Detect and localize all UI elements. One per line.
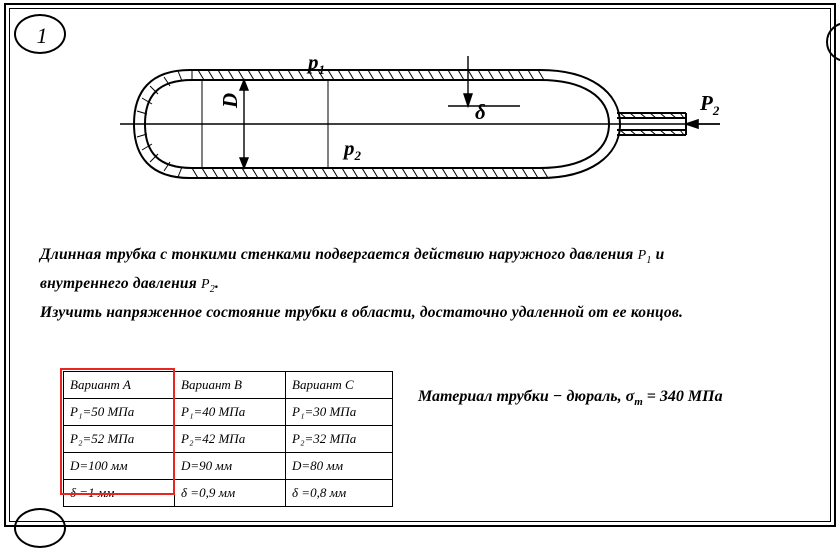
problem-line-2-text: внутреннего давления bbox=[40, 274, 197, 292]
table-header-a: Вариант A bbox=[64, 372, 175, 399]
problem-line-1-symbol: $P_1$ bbox=[637, 248, 652, 266]
cell-a-delta: δ =1 мм bbox=[64, 480, 175, 507]
table-row bbox=[64, 426, 393, 453]
slide-number-badge bbox=[14, 14, 66, 54]
table-header-b: Вариант B bbox=[175, 372, 286, 399]
material-note-text: Материал трубки − дюраль, bbox=[418, 388, 622, 405]
problem-line-1 bbox=[40, 243, 810, 272]
label-P2-outer-text: P bbox=[700, 91, 713, 115]
material-sigma-value: = 340 МПа bbox=[646, 388, 723, 405]
label-p1-text: p bbox=[308, 50, 319, 74]
table-row bbox=[64, 453, 393, 480]
problem-line-2-symbol: $P_2$ bbox=[201, 276, 215, 295]
label-diameter bbox=[218, 93, 243, 108]
material-note bbox=[418, 388, 723, 408]
cell-a-p2: P₂=52 МПа bbox=[64, 426, 175, 453]
problem-line-1-conjunction: и bbox=[655, 246, 665, 263]
cell-a-p1: P₁=50 МПа bbox=[64, 399, 175, 426]
cell-a-d: D=100 мм bbox=[64, 453, 175, 480]
label-p1-sub: 1 bbox=[318, 62, 326, 78]
label-p1 bbox=[308, 50, 325, 78]
vessel-drawing bbox=[120, 56, 720, 206]
problem-statement bbox=[40, 243, 810, 324]
next-slide-number-badge bbox=[14, 508, 66, 548]
cell-c-p2: P₂=32 МПа bbox=[286, 426, 393, 453]
variants-table bbox=[63, 371, 393, 507]
label-delta bbox=[475, 100, 486, 125]
table-row-header bbox=[64, 372, 393, 399]
material-sigma-symbol: $\sigma_т$ bbox=[625, 388, 643, 409]
problem-line-3: Изучить напряженное состояние трубки в области, достаточно удаленной от ее концов. bbox=[40, 303, 684, 321]
label-diameter-text: D bbox=[218, 92, 242, 108]
cell-b-p1: P₁=40 МПа bbox=[175, 399, 286, 426]
pressure-vessel-figure bbox=[120, 50, 720, 206]
label-P2-outer-sub: 2 bbox=[712, 103, 720, 119]
label-p2-inner-text: p bbox=[344, 136, 355, 160]
table-row bbox=[64, 480, 393, 507]
cell-b-d: D=90 мм bbox=[175, 453, 286, 480]
cell-c-p1: P₁=30 МПа bbox=[286, 399, 393, 426]
label-p2-inner-sub: 2 bbox=[354, 148, 362, 164]
problem-line-2 bbox=[40, 272, 810, 301]
label-p2-inner bbox=[344, 136, 361, 164]
table-header-c: Вариант C bbox=[286, 372, 393, 399]
cell-c-delta: δ =0,8 мм bbox=[286, 480, 393, 507]
problem-line-1-text: Длинная трубка с тонкими стенками подвергается действию наружного давления bbox=[40, 246, 634, 263]
cell-b-p2: P₂=42 МПа bbox=[175, 426, 286, 453]
slide-number-label: 1 bbox=[36, 23, 48, 48]
cell-b-delta: δ =0,9 мм bbox=[175, 480, 286, 507]
problem-line-2-period: . bbox=[215, 274, 220, 292]
table-row bbox=[64, 399, 393, 426]
label-P2-outer bbox=[700, 91, 719, 119]
cell-c-d: D=80 мм bbox=[286, 453, 393, 480]
label-delta-text: δ bbox=[475, 100, 486, 124]
